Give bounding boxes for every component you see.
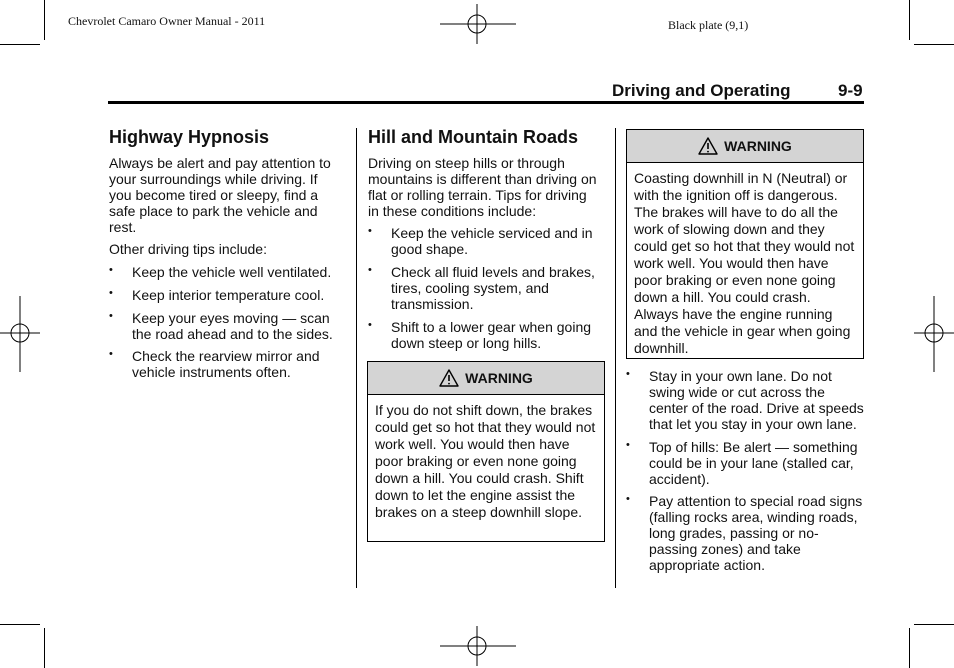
driving-tips-list: [109, 264, 349, 380]
section-title: Driving and Operating: [612, 81, 791, 100]
highway-hypnosis-intro: Always be alert and pay attention to your surroundings while driving. If you become tired or sleepy, find a safe place to park the vehicle and rest.: [109, 155, 331, 235]
warning-text: Coasting downhill in N (Neutral) or with the ignition off is dangerous. The brakes will have to do all the work of slowing down and they could get so hot that they would not work well. You would then have poor braking or even none going down a hill. You could crash. Always have the engine running and the vehicle in gear when going downhill.: [634, 170, 855, 356]
shift-down-warning: [367, 361, 605, 542]
list-item: • Keep the vehicle serviced and in good shape.: [368, 225, 608, 257]
warning-text: If you do not shift down, the brakes could get so hot that they would not work well. You would then have poor braking or even none going down a hill. You could crash. Shift down to let the engine assist the brakes on a steep downhill slope.: [375, 402, 596, 520]
list-item: • Keep interior temperature cool.: [109, 287, 349, 303]
registration-mark-icon: [440, 4, 516, 44]
warning-header: [627, 130, 863, 163]
list-item: • Pay attention to special road signs (falling rocks area, winding roads, long grades, passing or no-passing zones) and take appropriate action.: [626, 493, 864, 573]
crop-mark: [914, 44, 954, 45]
crop-mark: [44, 0, 45, 40]
warning-label: WARNING: [724, 138, 792, 154]
warning-label: WARNING: [465, 370, 533, 386]
road-tips-list: [626, 368, 864, 573]
column-divider: [615, 128, 616, 588]
list-item: • Keep your eyes moving — scan the road ahead and to the sides.: [109, 310, 349, 342]
crop-mark: [909, 628, 910, 668]
registration-mark-icon: [0, 296, 40, 372]
list-item: • Shift to a lower gear when going down steep or long hills.: [368, 319, 608, 351]
list-item: • Check all fluid levels and brakes, tires, cooling system, and transmission.: [368, 264, 608, 312]
plate-label: Black plate (9,1): [668, 18, 749, 32]
hill-tips-list: [368, 225, 608, 351]
tips-intro: Other driving tips include:: [109, 241, 267, 257]
crop-mark: [0, 624, 40, 625]
crop-mark: [909, 0, 910, 40]
hill-mountain-heading: Hill and Mountain Roads: [368, 127, 578, 147]
crop-mark: [914, 624, 954, 625]
crop-mark: [0, 44, 40, 45]
column-divider: [356, 128, 357, 588]
highway-hypnosis-heading: Highway Hypnosis: [109, 127, 270, 147]
coasting-warning: [626, 129, 864, 359]
list-item: • Stay in your own lane. Do not swing wide or cut across the center of the road. Drive at speeds that let you stay in your own lane.: [626, 368, 864, 432]
warning-triangle-icon: [439, 369, 459, 387]
warning-triangle-icon: [698, 137, 718, 155]
document-title: Chevrolet Camaro Owner Manual - 2011: [68, 14, 266, 28]
registration-mark-icon: [914, 296, 954, 372]
crop-mark: [44, 628, 45, 668]
registration-mark-icon: [440, 626, 516, 666]
list-item: • Keep the vehicle well ventilated.: [109, 264, 349, 280]
list-item: • Check the rearview mirror and vehicle instruments often.: [109, 348, 349, 380]
list-item: • Top of hills: Be alert — something could be in your lane (stalled car, accident).: [626, 439, 864, 487]
page-number: 9-9: [838, 81, 863, 100]
warning-header: [368, 362, 604, 395]
hill-mountain-intro: Driving on steep hills or through mountains is different than driving on flat or rolling terrain. Tips for driving in these conditions include:: [368, 155, 597, 219]
header-rule: [108, 101, 864, 104]
